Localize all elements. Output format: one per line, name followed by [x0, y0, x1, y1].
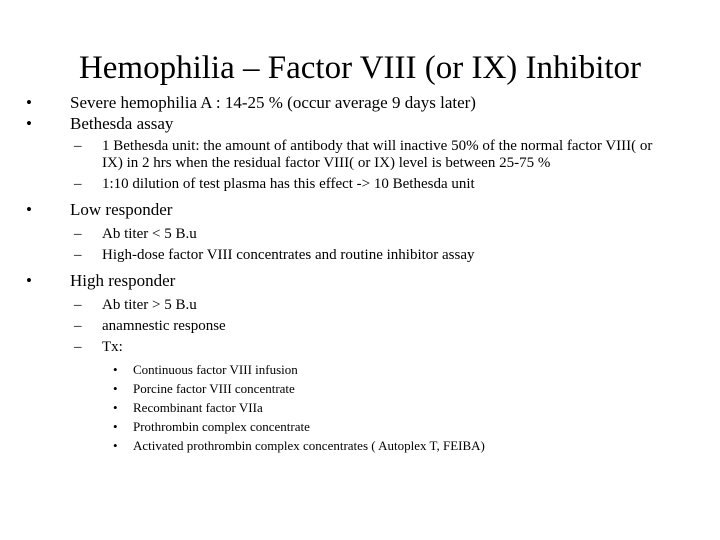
treatment-text: Prothrombin complex concentrate: [133, 419, 310, 434]
treatment-text: Porcine factor VIII concentrate: [133, 381, 295, 396]
sub-bullet-anamnestic: [0, 318, 720, 335]
treatment-text: Recombinant factor VIIa: [133, 400, 263, 415]
bullet-text: High responder: [70, 271, 176, 290]
treatment-text: Continuous factor VIII infusion: [133, 362, 298, 377]
treatment-text: Activated prothrombin complex concentrates ( Autoplex T, FEIBA): [133, 438, 485, 453]
sub-bullet-low-titer: [0, 226, 720, 243]
bullet-low-responder: [0, 199, 720, 220]
dash-marker: –: [74, 339, 82, 355]
treatment-item-recombinant: [0, 398, 720, 417]
sub-bullet-high-titer: [0, 297, 720, 314]
sub-bullet-text: Tx:: [102, 339, 123, 355]
bullet-text: Bethesda assay: [70, 114, 174, 133]
bullet-high-responder: [0, 270, 720, 291]
bullet-marker: •: [113, 362, 118, 377]
sub-bullet-text: Ab titer < 5 B.u: [102, 226, 197, 242]
bullet-text: Severe hemophilia A : 14-25 % (occur average 9 days later): [70, 93, 476, 112]
bullet-marker: •: [113, 419, 118, 434]
sub-bullet-dilution: [0, 176, 720, 193]
dash-marker: –: [74, 226, 82, 242]
dash-marker: –: [74, 297, 82, 313]
slide-body: [0, 92, 720, 455]
bullet-bethesda-assay: [0, 113, 720, 134]
treatment-item-prothrombin: [0, 417, 720, 436]
bullet-marker: •: [113, 438, 118, 453]
bullet-severe-hemophilia: [0, 92, 720, 113]
dash-marker: –: [74, 138, 82, 154]
sub-bullet-tx: [0, 339, 720, 356]
dash-marker: –: [74, 247, 82, 263]
treatment-item-porcine: [0, 379, 720, 398]
bullet-marker: •: [26, 114, 32, 133]
slide-title: Hemophilia – Factor VIII (or IX) Inhibitor: [78, 50, 642, 86]
sub-bullet-text: 1:10 dilution of test plasma has this effect -> 10 Bethesda unit: [102, 176, 475, 192]
sub-bullet-bethesda-unit: [0, 138, 720, 172]
bullet-marker: •: [113, 381, 118, 396]
sub-bullet-text: Ab titer > 5 B.u: [102, 297, 197, 313]
treatment-item-continuous-infusion: [0, 360, 720, 379]
sub-bullet-high-dose: [0, 247, 720, 264]
treatment-item-activated-prothrombin: [0, 436, 720, 455]
bullet-marker: •: [26, 93, 32, 112]
dash-marker: –: [74, 176, 82, 192]
sub-bullet-text: 1 Bethesda unit: the amount of antibody that will inactive 50% of the normal factor VIII( or IX) in 2 hrs when the residual factor VIII( or IX) level is between 25-75 %: [102, 138, 653, 171]
sub-bullet-text: High-dose factor VIII concentrates and routine inhibitor assay: [102, 247, 475, 263]
bullet-marker: •: [113, 400, 118, 415]
dash-marker: –: [74, 318, 82, 334]
bullet-marker: •: [26, 200, 32, 219]
bullet-text: Low responder: [70, 200, 173, 219]
bullet-marker: •: [26, 271, 32, 290]
sub-bullet-text: anamnestic response: [102, 318, 226, 334]
